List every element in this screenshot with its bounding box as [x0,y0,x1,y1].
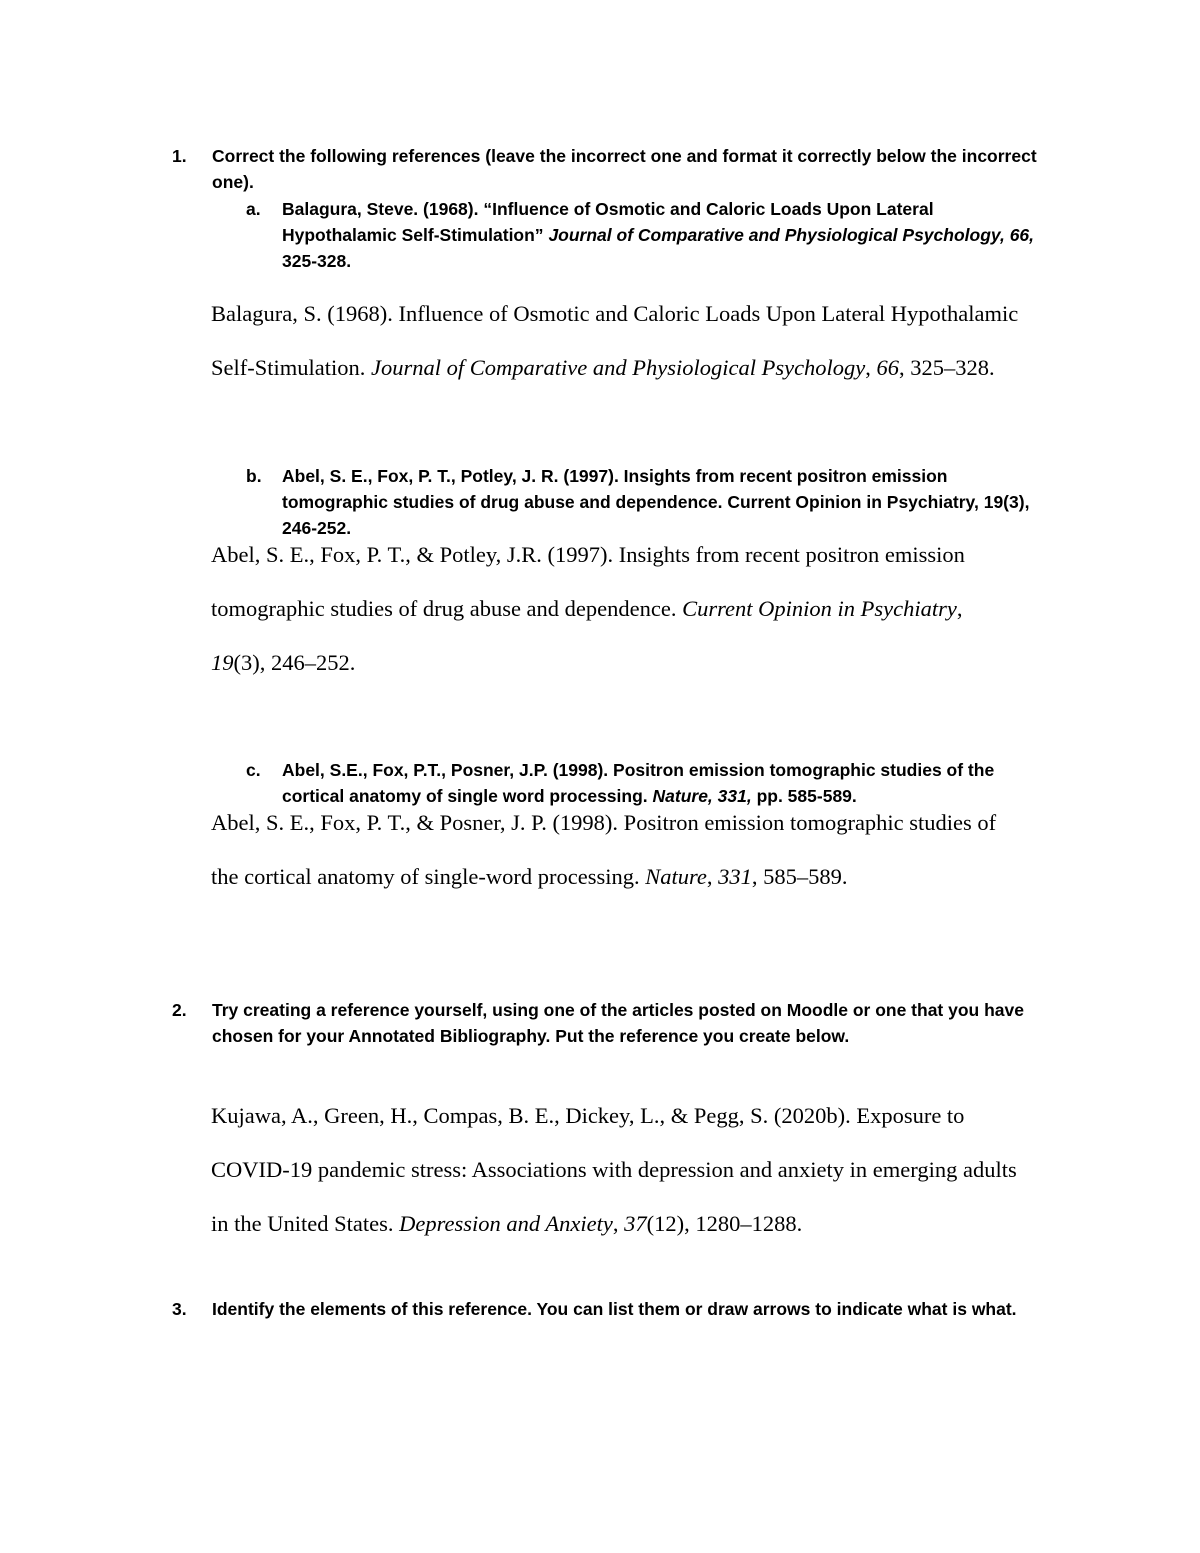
question-2-ref-line1: Kujawa, A., Green, H., Compas, B. E., Dickey, L., & Pegg, S. (2020b). Exposure to [211,1103,965,1128]
item-b-original-text: Abel, S. E., Fox, P. T., Potley, J. R. (1997). Insights from recent positron emission tomographic studies of drug abuse and dependence. Current Opinion in Psychiatry, 19(3), 246-252. [282,466,1030,538]
item-a-original-text: Balagura, Steve. (1968). “Influence of Osmotic and Caloric Loads Upon Lateral Hypothalamic Self-Stimulation” Journal of Comparative and Physiological Psychology, 66, 325-328. [282,199,1035,271]
item-c-original-text: Abel, S.E., Fox, P.T., Posner, J.P. (1998). Positron emission tomographic studies of the cortical anatomy of single word processing. Nature, 331, pp. 585-589. [282,760,995,806]
question-1-number: 1. [172,146,187,166]
item-a-corrected-line2: Self-Stimulation. Journal of Comparative and Physiological Psychology, 66, 325–328. [211,355,995,380]
item-b-label: b. [246,466,262,486]
question-2-ref-line2: COVID-19 pandemic stress: Associations with depression and anxiety in emerging adults [211,1157,1017,1182]
item-c-corrected-line2: the cortical anatomy of single-word processing. Nature, 331, 585–589. [211,864,848,889]
item-a-label: a. [246,199,261,219]
question-3-number: 3. [172,1299,187,1319]
item-c-corrected-line1: Abel, S. E., Fox, P. T., & Posner, J. P. (1998). Positron emission tomographic studies of [211,810,997,835]
question-2-ref-line3: in the United States. Depression and Anxiety, 37(12), 1280–1288. [211,1211,803,1236]
item-b-corrected-line3: 19(3), 246–252. [211,650,356,675]
item-c-corrected [211,796,1071,904]
item-b-corrected [211,528,1071,690]
question-2-number: 2. [172,1000,187,1020]
question-1-prompt: Correct the following references (leave the incorrect one and format it correctly below the incorrect one). [212,146,1037,192]
question-2-prompt: Try creating a reference yourself, using one of the articles posted on Moodle or one that you have chosen for your Annotated Bibliography. Put the reference you create below. [212,1000,1024,1046]
item-a-corrected [211,287,1071,395]
item-b-corrected-line1: Abel, S. E., Fox, P. T., & Potley, J.R. (1997). Insights from recent positron emission [211,542,965,567]
question-2-reference [211,1089,1071,1251]
item-a-corrected-line1: Balagura, S. (1968). Influence of Osmotic and Caloric Loads Upon Lateral Hypothalamic [211,301,1019,326]
item-c-label: c. [246,760,261,780]
question-3-prompt: Identify the elements of this reference. You can list them or draw arrows to indicate what is what. [212,1299,1017,1319]
item-b-corrected-line2: tomographic studies of drug abuse and dependence. Current Opinion in Psychiatry, [211,596,963,621]
